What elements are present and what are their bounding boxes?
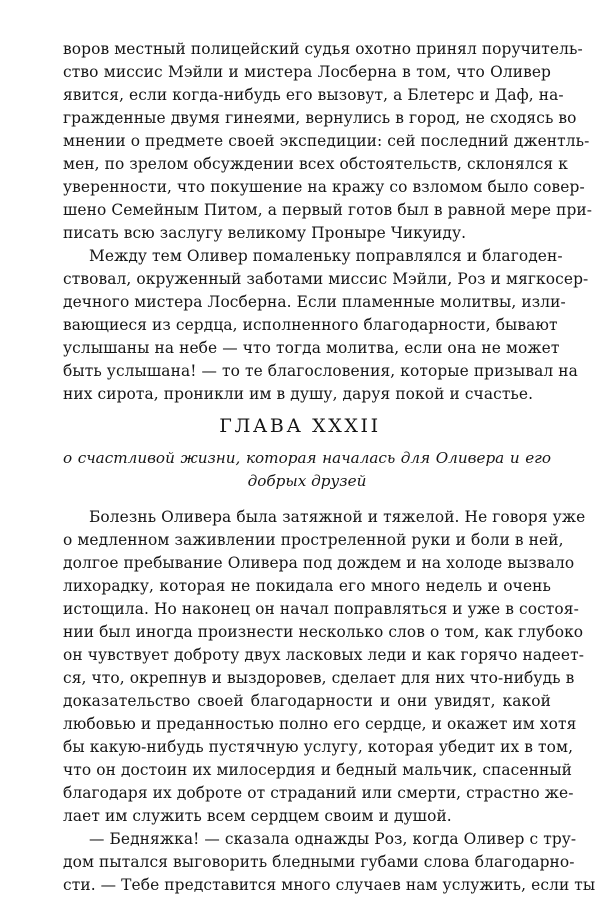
text-line: дом пытался выговорить бледными губами слова благодарно-	[63, 853, 575, 871]
text-line: писать всю заслугу великому Проныре Чикуиду.	[63, 224, 467, 242]
text-line: дечного мистера Лосберна. Если пламенные молитвы, изли-	[63, 293, 566, 311]
text-line: лает им служить всем сердцем своим и душой.	[63, 807, 452, 825]
text-line: долгое пребывание Оливера под дождем и на холоде вызвало	[63, 554, 575, 572]
text-line: лихорадку, которая не покидала его много недель и очень	[63, 577, 551, 595]
chapter-heading: ГЛАВА XXXII	[219, 415, 381, 437]
text-line: мен, по зрелом обсуждении всех обстоятельств, склонялся к	[63, 155, 568, 173]
text-line: благодаря их доброте от страданий или смерти, страстно же-	[63, 784, 574, 802]
text-line: сти. — Тебе представится много случаев нам услужить, если ты	[63, 876, 596, 894]
text-line: ствовал, окруженный заботами миссис Мэйли, Роз и мягкосер-	[63, 270, 589, 288]
text-line: Между тем Оливер помаленьку поправлялся и благоден-	[89, 247, 563, 265]
text-line: бы какую-нибудь пустячную услугу, которая убедит их в том,	[63, 738, 574, 756]
text-line: них сирота, проникли им в душу, даруя покой и счастье.	[63, 385, 534, 403]
chapter-subtitle: о счастливой жизни, которая началась для Оливера и его	[63, 449, 551, 467]
text-line: что он достоин их милосердия и бедный мальчик, спасенный	[63, 761, 573, 779]
text-line: доказательство своей благодарности и они увидят, какой	[63, 692, 551, 710]
text-line: ся, что, окрепнув и выздоровев, сделает для них что-нибудь в	[63, 669, 575, 687]
text-line: шено Семейным Питом, а первый готов был в равной мере при-	[63, 201, 593, 219]
text-line: истощила. Но наконец он начал поправляться и уже в состоя-	[63, 600, 579, 618]
text-line: он чувствует доброту двух ласковых леди и как горячо надеет-	[63, 646, 585, 664]
text-line: о медленном заживлении простреленной руки и боли в ней,	[63, 531, 564, 549]
text-line: мнении о предмете своей экспедиции: сей последний джентль-	[63, 132, 590, 150]
text-line: гражденные двумя гинеями, вернулись в город, не сходясь во	[63, 109, 577, 127]
text-line: воров местный полицейский судья охотно принял поручитель-	[63, 40, 583, 58]
text-line: быть услышана! — то те благословения, которые призывал на	[63, 362, 578, 380]
chapter-subtitle: добрых друзей	[247, 472, 367, 490]
text-line: Болезнь Оливера была затяжной и тяжелой. Не говоря уже	[89, 508, 586, 526]
text-line: любовью и преданностью полно его сердце, и окажет им хотя	[63, 715, 577, 733]
text-line: нии был иногда произнести несколько слов о том, как глубоко	[63, 623, 584, 641]
text-line: уверенности, что покушение на кражу со взломом было совер-	[63, 178, 585, 196]
text-line: вающиеся из сердца, исполненного благодарности, бывают	[63, 316, 558, 334]
text-line: ство миссис Мэйли и мистера Лосберна в том, что Оливер	[63, 63, 551, 81]
text-line: явится, если когда-нибудь его вызовут, а Блетерс и Даф, на-	[63, 86, 564, 104]
text-line: — Бедняжка! — сказала однажды Роз, когда Оливер с тру-	[89, 830, 577, 848]
text-line: услышаны на небе — что тогда молитва, если она не может	[63, 339, 560, 357]
